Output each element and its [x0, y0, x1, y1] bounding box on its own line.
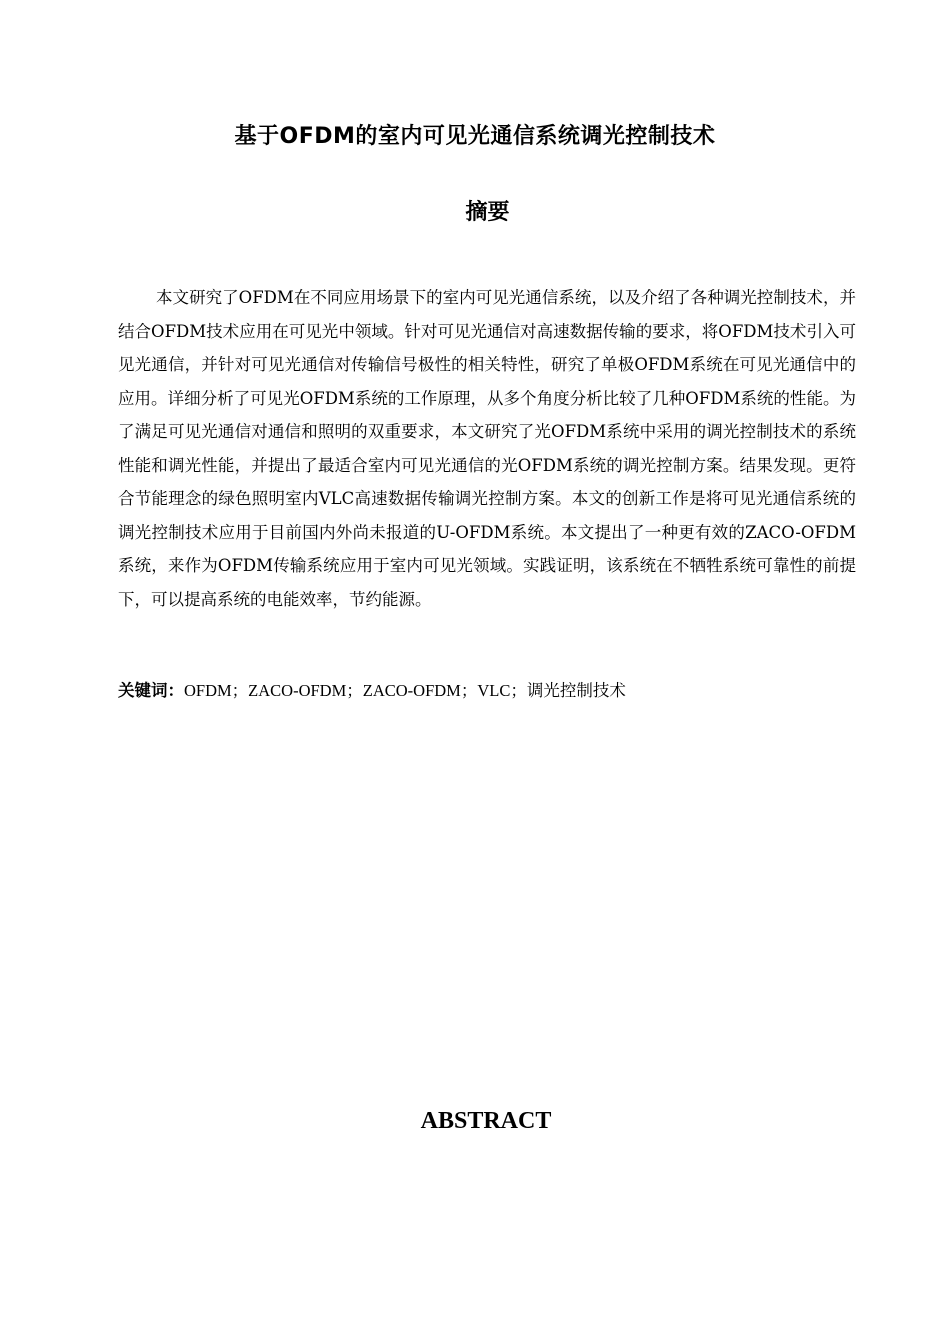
keywords-list: OFDM；ZACO-OFDM；ZACO-OFDM；VLC；调光控制技术: [184, 681, 626, 700]
document-title: 基于OFDM的室内可见光通信系统调光控制技术: [234, 124, 716, 149]
keywords-line: [118, 674, 856, 707]
abstract-heading: 摘要: [465, 200, 510, 225]
abstract-paragraph: 本文研究了OFDM在不同应用场景下的室内可见光通信系统，以及介绍了各种调光控制技术，并结合OFDM技术应用在可见光中领域。针对可见光通信对高速数据传输的要求，将OFDM技术引入可见光通信，并针对可见光通信对传输信号极性的相关特性，研究了单极OFDM系统在可见光通信中的应用。详细分析了可见光OFDM系统的工作原理，从多个角度分析比较了几种OFDM系统的性能。为了满足可见光通信对通信和照明的双重要求，本文研究了光OFDM系统中采用的调光控制技术的系统性能和调光性能，并提出了最适合室内可见光通信的光OFDM系统的调光控制方案。结果发现。更符合节能理念的绿色照明室内VLC高速数据传输调光控制方案。本文的创新工作是将可见光通信系统的调光控制技术应用于目前国内外尚未报道的U-OFDM系统。本文提出了一种更有效的ZACO-OFDM系统，来作为OFDM传输系统应用于室内可见光领域。实践证明，该系统在不牺牲系统可靠性的前提下，可以提高系统的电能效率，节约能源。: [118, 288, 856, 609]
keywords-label: 关键词：: [118, 681, 184, 700]
english-abstract-heading: ABSTRACT: [420, 1108, 552, 1134]
